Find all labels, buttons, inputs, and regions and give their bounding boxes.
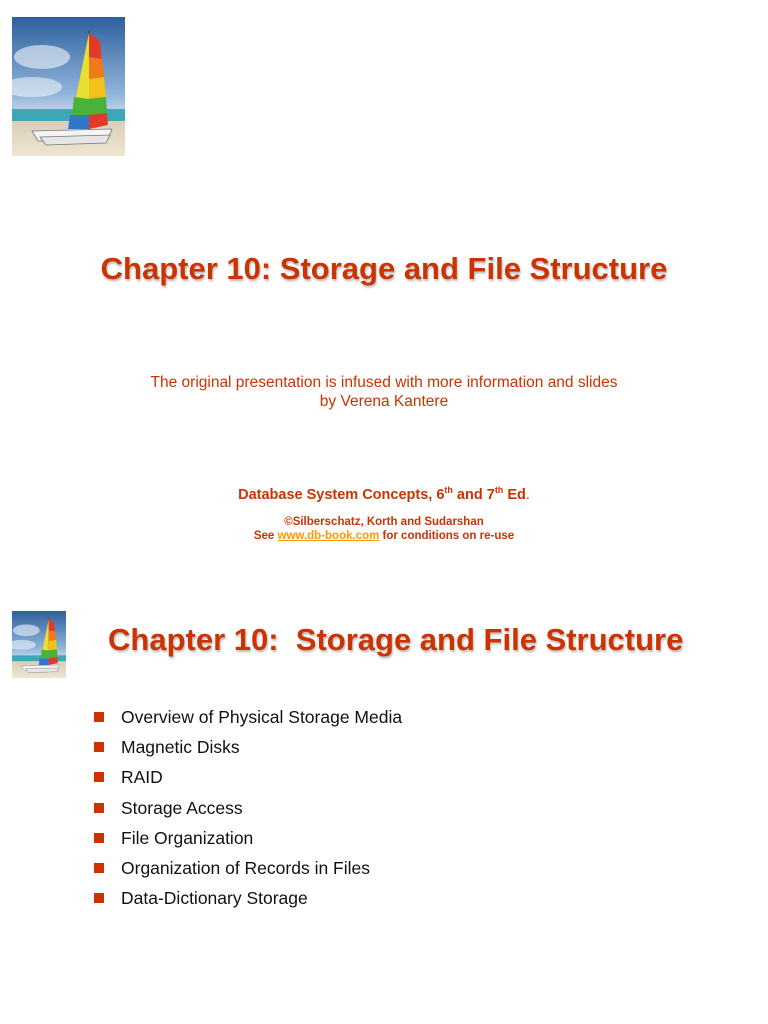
list-item — [93, 856, 402, 886]
book-title-period: . — [525, 487, 530, 503]
reuse-suffix: for conditions on re-use — [379, 530, 515, 542]
list-item — [93, 796, 402, 826]
book-title-suffix: Ed — [503, 487, 526, 503]
sailboat-logo — [12, 611, 66, 678]
bullet-square-icon — [94, 772, 104, 782]
sailboat-image — [12, 611, 66, 678]
list-item — [93, 826, 402, 856]
bullet-square-icon — [94, 803, 104, 813]
list-item — [93, 765, 402, 795]
book-title-prefix: Database System Concepts, 6 — [238, 487, 445, 503]
bullet-square-icon — [94, 712, 104, 722]
bullet-square-icon — [94, 742, 104, 752]
copyright-block — [0, 515, 768, 543]
sailboat-logo — [12, 17, 125, 156]
list-item-text: Overview of Physical Storage Media — [121, 707, 403, 727]
subtitle — [0, 373, 768, 411]
list-item-text: File Organization — [121, 827, 254, 848]
bullet-square-icon — [94, 833, 104, 843]
list-item — [93, 886, 402, 916]
list-item-text: Storage Access — [121, 797, 243, 818]
book-title-mid: and 7 — [452, 487, 495, 503]
slide-title: Chapter 10: Storage and File Structure — [100, 251, 668, 286]
subtitle-line-2: by Verena Kantere — [319, 393, 449, 410]
list-item-text: RAID — [121, 767, 163, 788]
reuse-prefix: See — [253, 530, 278, 542]
sailboat-image — [12, 17, 125, 156]
list-item-text: Magnetic Disks — [121, 737, 240, 758]
outline-slide — [0, 580, 768, 1024]
list-item-text: Data-Dictionary Storage — [121, 888, 308, 909]
bullet-square-icon — [94, 893, 104, 903]
slide-title: Chapter 10: Storage and File Structure — [108, 622, 684, 657]
list-item-text: Organization of Records in Files — [121, 857, 370, 878]
copyright-line: ©Silberschatz, Korth and Sudarshan — [284, 516, 484, 528]
list-item — [93, 705, 402, 735]
bullet-square-icon — [94, 863, 104, 873]
reuse-line — [0, 529, 768, 543]
list-item — [93, 735, 402, 765]
subtitle-line-1: The original presentation is infused with more information and slides — [150, 374, 618, 391]
db-book-link[interactable]: www.db-book.com — [277, 530, 380, 542]
outline-list — [93, 705, 402, 916]
book-sup-1: th — [444, 485, 453, 496]
book-sup-2: th — [494, 485, 504, 496]
book-title — [0, 487, 768, 503]
